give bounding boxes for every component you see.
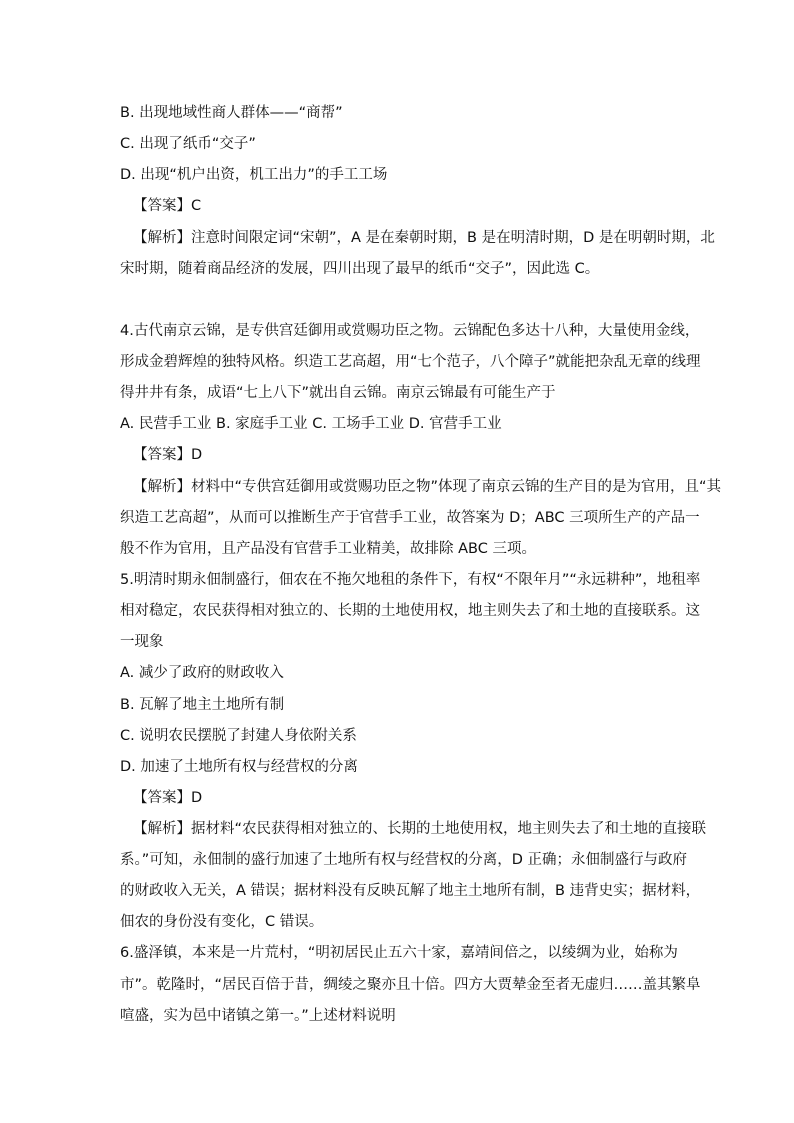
question-4-text: 形成金碧辉煌的独特风格。织造工艺高超，用“七个范子，八个障子”就能把杂乱无章的线理	[120, 354, 701, 370]
option-b: B. 瓦解了地主土地所有制	[120, 697, 285, 713]
question-5-text: 5.明清时期永佃制盛行，佃农在不拖欠地租的条件下，有权“不限年月”“永远耕种”，地租率	[120, 572, 701, 588]
question-4-text: 得井井有条，成语“七上八下”就出自云锦。南京云锦最有可能生产于	[120, 385, 556, 401]
option-c: C. 出现了纸币“交子”	[120, 136, 256, 152]
question-6-text: 6.盛泽镇，本来是一片荒村，“明初居民止五六十家，嘉靖间倍之，以绫绸为业，始称为	[120, 945, 678, 961]
question-6-text: 市”。乾隆时，“居民百倍于昔，绸绫之聚亦且十倍。四方大贾辇金至者无虚归……盖其繁阜	[120, 977, 701, 993]
answer-label: 【答案】C	[133, 198, 202, 214]
option-a: A. 减少了政府的财政收入	[120, 665, 284, 681]
analysis-line: 佃农的身份没有变化，C 错误。	[120, 914, 324, 930]
analysis-line: 【解析】材料中“专供宫廷御用或赏赐功臣之物”体现了南京云锦的生产目的是为官用，且“其	[133, 479, 722, 495]
question-5-text: 一现象	[120, 634, 164, 650]
analysis-line: 宋时期，随着商品经济的发展，四川出现了最早的纸币“交子”，因此选 C。	[120, 261, 600, 277]
option-d: D. 加速了土地所有权与经营权的分离	[120, 759, 358, 775]
answer-label: 【答案】D	[133, 447, 203, 463]
question-4-options: A. 民营手工业 B. 家庭手工业 C. 工场手工业 D. 官营手工业	[120, 416, 502, 432]
option-d: D. 出现“机户出资，机工出力”的手工工场	[120, 167, 388, 183]
option-c: C. 说明农民摆脱了封建人身依附关系	[120, 728, 357, 744]
analysis-line: 【解析】注意时间限定词“宋朝”，A 是在秦朝时期，B 是在明清时期，D 是在明朝时期，北	[133, 230, 715, 246]
option-b: B. 出现地域性商人群体——“商帮”	[120, 105, 343, 121]
analysis-line: 【解析】据材料“农民获得相对独立的、长期的土地使用权，地主则失去了和土地的直接联	[133, 821, 707, 837]
analysis-line: 织造工艺高超”，从而可以推断生产于官营手工业，故答案为 D；ABC 三项所生产的产品一	[120, 510, 700, 526]
question-5-text: 相对稳定，农民获得相对独立的、长期的土地使用权，地主则失去了和土地的直接联系。这	[120, 603, 700, 619]
answer-label: 【答案】D	[133, 790, 203, 806]
analysis-line: 般不作为官用，且产品没有官营手工业精美，故排除 ABC 三项。	[120, 541, 536, 557]
question-4-text: 4.古代南京云锦，是专供宫廷御用或赏赐功臣之物。云锦配色多达十八种，大量使用金线，	[120, 323, 700, 339]
analysis-line: 的财政收入无关，A 错误；据材料没有反映瓦解了地主土地所有制，B 违背史实；据材料，	[120, 883, 701, 899]
analysis-line: 系。”可知，永佃制的盛行加速了土地所有权与经营权的分离，D 正确；永佃制盛行与政府	[120, 852, 688, 868]
question-6-text: 喧盛，实为邑中诸镇之第一。”上述材料说明	[120, 1008, 396, 1024]
